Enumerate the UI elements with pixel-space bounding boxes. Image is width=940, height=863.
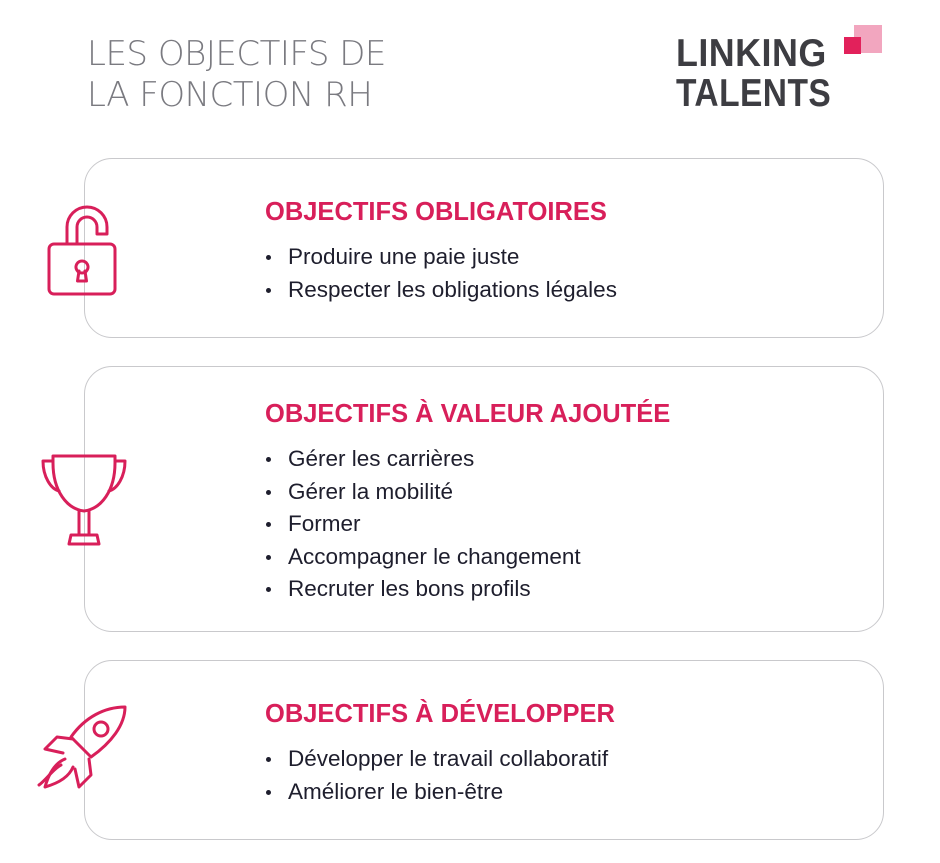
- list-item: Améliorer le bien-être: [265, 776, 615, 809]
- section-title: OBJECTIFS À DÉVELOPPER: [265, 700, 615, 728]
- logo-word-1: LINKING: [676, 32, 827, 75]
- trophy-icon: [41, 453, 127, 556]
- list-item: Développer le travail collaboratif: [265, 743, 615, 776]
- rocket-icon: [35, 703, 131, 804]
- list-item: Accompagner le changement: [265, 541, 670, 574]
- section-card-valeur-ajoutee: [84, 366, 884, 632]
- logo-square-dark: [844, 37, 861, 54]
- logo-word-2: TALENTS: [676, 72, 832, 115]
- bullet-list: [265, 743, 615, 808]
- section-content-obligatoires: [265, 197, 617, 306]
- list-item: Recruter les bons profils: [265, 573, 670, 606]
- page-title: [87, 34, 386, 116]
- list-item: Former: [265, 508, 670, 541]
- section-content-a-developper: [265, 699, 615, 808]
- section-title: OBJECTIFS À VALEUR AJOUTÉE: [265, 400, 671, 428]
- page-title-line-1: LES OBJECTIFS DE: [87, 34, 386, 74]
- section-content-valeur-ajoutee: [265, 399, 670, 606]
- list-item: Gérer les carrières: [265, 443, 670, 476]
- section-card-a-developper: [84, 660, 884, 840]
- list-item: Gérer la mobilité: [265, 476, 670, 509]
- list-item: Respecter les obligations légales: [265, 274, 617, 307]
- bullet-list: [265, 443, 670, 606]
- linking-talents-logo: [676, 22, 886, 114]
- section-title: OBJECTIFS OBLIGATOIRES: [265, 198, 607, 226]
- section-card-obligatoires: [84, 158, 884, 338]
- bullet-list: [265, 241, 617, 306]
- open-padlock-icon: [45, 203, 117, 304]
- page-title-line-2: LA FONCTION RH: [87, 75, 373, 115]
- list-item: Produire une paie juste: [265, 241, 617, 274]
